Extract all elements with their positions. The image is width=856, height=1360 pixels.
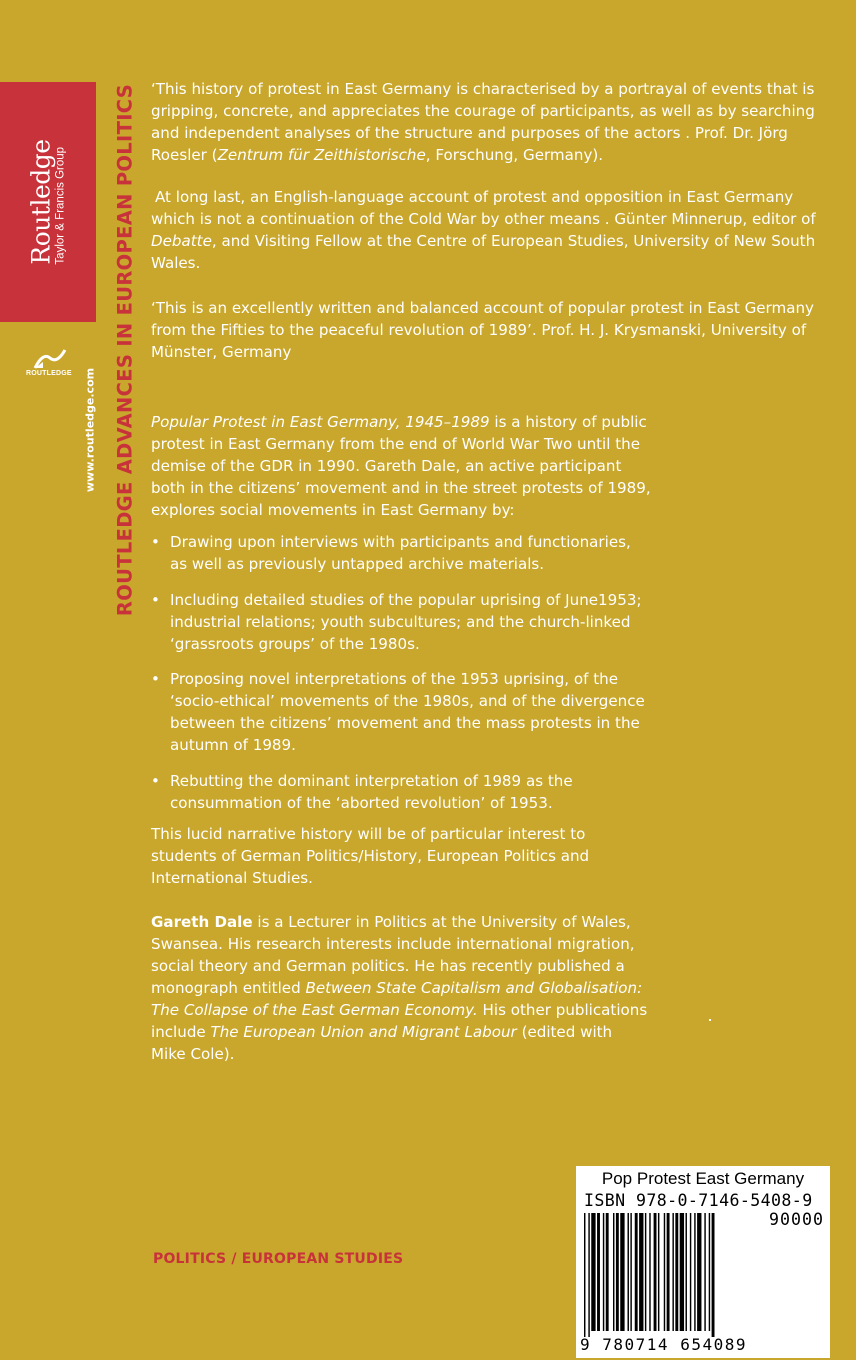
barcode-title: Pop Protest East Germany <box>601 1169 805 1188</box>
quote-3: ‘This is an excellently written and balanced account of popular protest in East Germany from the Fifties to the peaceful revolution of 1989’. Prof. H. J. Krysmanski, University of Münster, Germany <box>151 299 814 361</box>
barcode-bar <box>613 1213 614 1331</box>
quote-1: ‘This history of protest in East Germany is characterised by a portrayal of events that is gripping, concrete, and appreciates the courage of participants, as well as by searching and independent analyses of the structure and purposes of the actors . Prof. Dr. Jörg Roesler (Zentrum für Zeithistorische, Forschung, Germany). <box>151 80 815 164</box>
barcode-bar <box>584 1213 585 1337</box>
barcode-bar <box>639 1213 643 1331</box>
barcode-bar <box>645 1213 646 1331</box>
website-link[interactable]: www.routledge.com <box>83 367 97 493</box>
barcode-bar <box>630 1213 631 1331</box>
barcode-bar <box>686 1213 687 1331</box>
barcode-bar <box>680 1213 684 1331</box>
barcode-bar <box>667 1213 670 1331</box>
barcode-bars <box>584 1213 760 1337</box>
barcode-bar <box>709 1213 710 1331</box>
isbn-text: ISBN 978-0-7146-5408-9 <box>584 1191 813 1210</box>
barcode-bar <box>591 1213 595 1331</box>
brand-mini-label: ROUTLEDGE <box>26 370 72 377</box>
barcode-bar <box>704 1213 705 1331</box>
barcode-bar <box>658 1213 659 1331</box>
list-item: • Rebutting the dominant interpretation of 1989 as the consummation of the ‘aborted revolution’ of 1953. <box>151 770 651 814</box>
category-label: POLITICS / EUROPEAN STUDIES <box>153 1251 404 1267</box>
barcode-bar <box>603 1213 604 1331</box>
barcode-bar <box>620 1213 624 1331</box>
barcode-bar <box>694 1213 695 1331</box>
barcode-bar <box>697 1213 701 1331</box>
brand-name: Routledge <box>26 139 56 265</box>
barcode-bar <box>597 1213 600 1331</box>
list-item: • Drawing upon interviews with participants and functionaries, as well as previously untapped archive materials. <box>151 531 651 575</box>
routledge-logo-badge <box>0 82 96 377</box>
barcode-bar <box>635 1213 638 1331</box>
barcode-bar <box>588 1213 589 1337</box>
barcode-bar <box>712 1213 715 1337</box>
author-name: Gareth Dale <box>151 913 253 931</box>
barcode-bar <box>675 1213 678 1331</box>
barcode-bar <box>606 1213 609 1331</box>
brand-subtitle: Taylor & Francis Group <box>54 146 67 265</box>
decorative-dot <box>709 1019 711 1021</box>
barcode-bar <box>690 1213 691 1331</box>
price-code: 90000 <box>769 1210 824 1229</box>
author-bio: Gareth Dale is a Lecturer in Politics at the University of Wales, Swansea. His research interests include international migration, social theory and German politics. He has recently published a monograph entitled Between State Capitalism and Globalisation: The Collapse of the East German Economy. His other publications include The European Union and Migrant Labour (edited with Mike Cole). <box>151 913 648 1063</box>
barcode-bar <box>664 1213 665 1331</box>
quote-2: At long last, an English-language account of protest and opposition in East Germany which is not a continuation of the Cold War by other means . Günter Minnerup, editor of Debatte, and Visiting Fellow at the Centre of European Studies, University of New South Wales. <box>151 188 816 272</box>
barcode-digits: 9 780714 654089 <box>580 1335 747 1354</box>
routledge-wordmark <box>26 139 68 265</box>
barcode-bar <box>616 1213 619 1331</box>
barcode-bar <box>649 1213 650 1331</box>
description-bullet-list <box>151 531 651 828</box>
barcode-bar <box>672 1213 673 1331</box>
barcode-bar <box>654 1213 657 1331</box>
barcode-label <box>576 1166 830 1358</box>
list-item: • Including detailed studies of the popular uprising of June1953; industrial relations; youth subcultures; and the church-linked ‘grassroots groups’ of the 1980s. <box>151 589 651 655</box>
description-intro: Popular Protest in East Germany, 1945–1989 is a history of public protest in East Germany from the end of World War Two until the demise of the GDR in 1990. Gareth Dale, an active participant both in the citizens’ movement and in the street protests of 1989, explores social movements in East Germany by: <box>151 413 651 519</box>
routledge-logo-icon <box>33 348 67 370</box>
barcode-bar <box>628 1213 629 1331</box>
list-item: • Proposing novel interpretations of the 1953 uprising, of the ‘socio-ethical’ movements of the 1980s, and of the divergence between the citizens’ movement and the mass protests in the autumn of 1989. <box>151 668 651 756</box>
series-title: ROUTLEDGE ADVANCES IN EUROPEAN POLITICS <box>113 83 137 617</box>
description-closing: This lucid narrative history will be of particular interest to students of German Politics/History, European Politics and International Studies. <box>151 825 590 887</box>
